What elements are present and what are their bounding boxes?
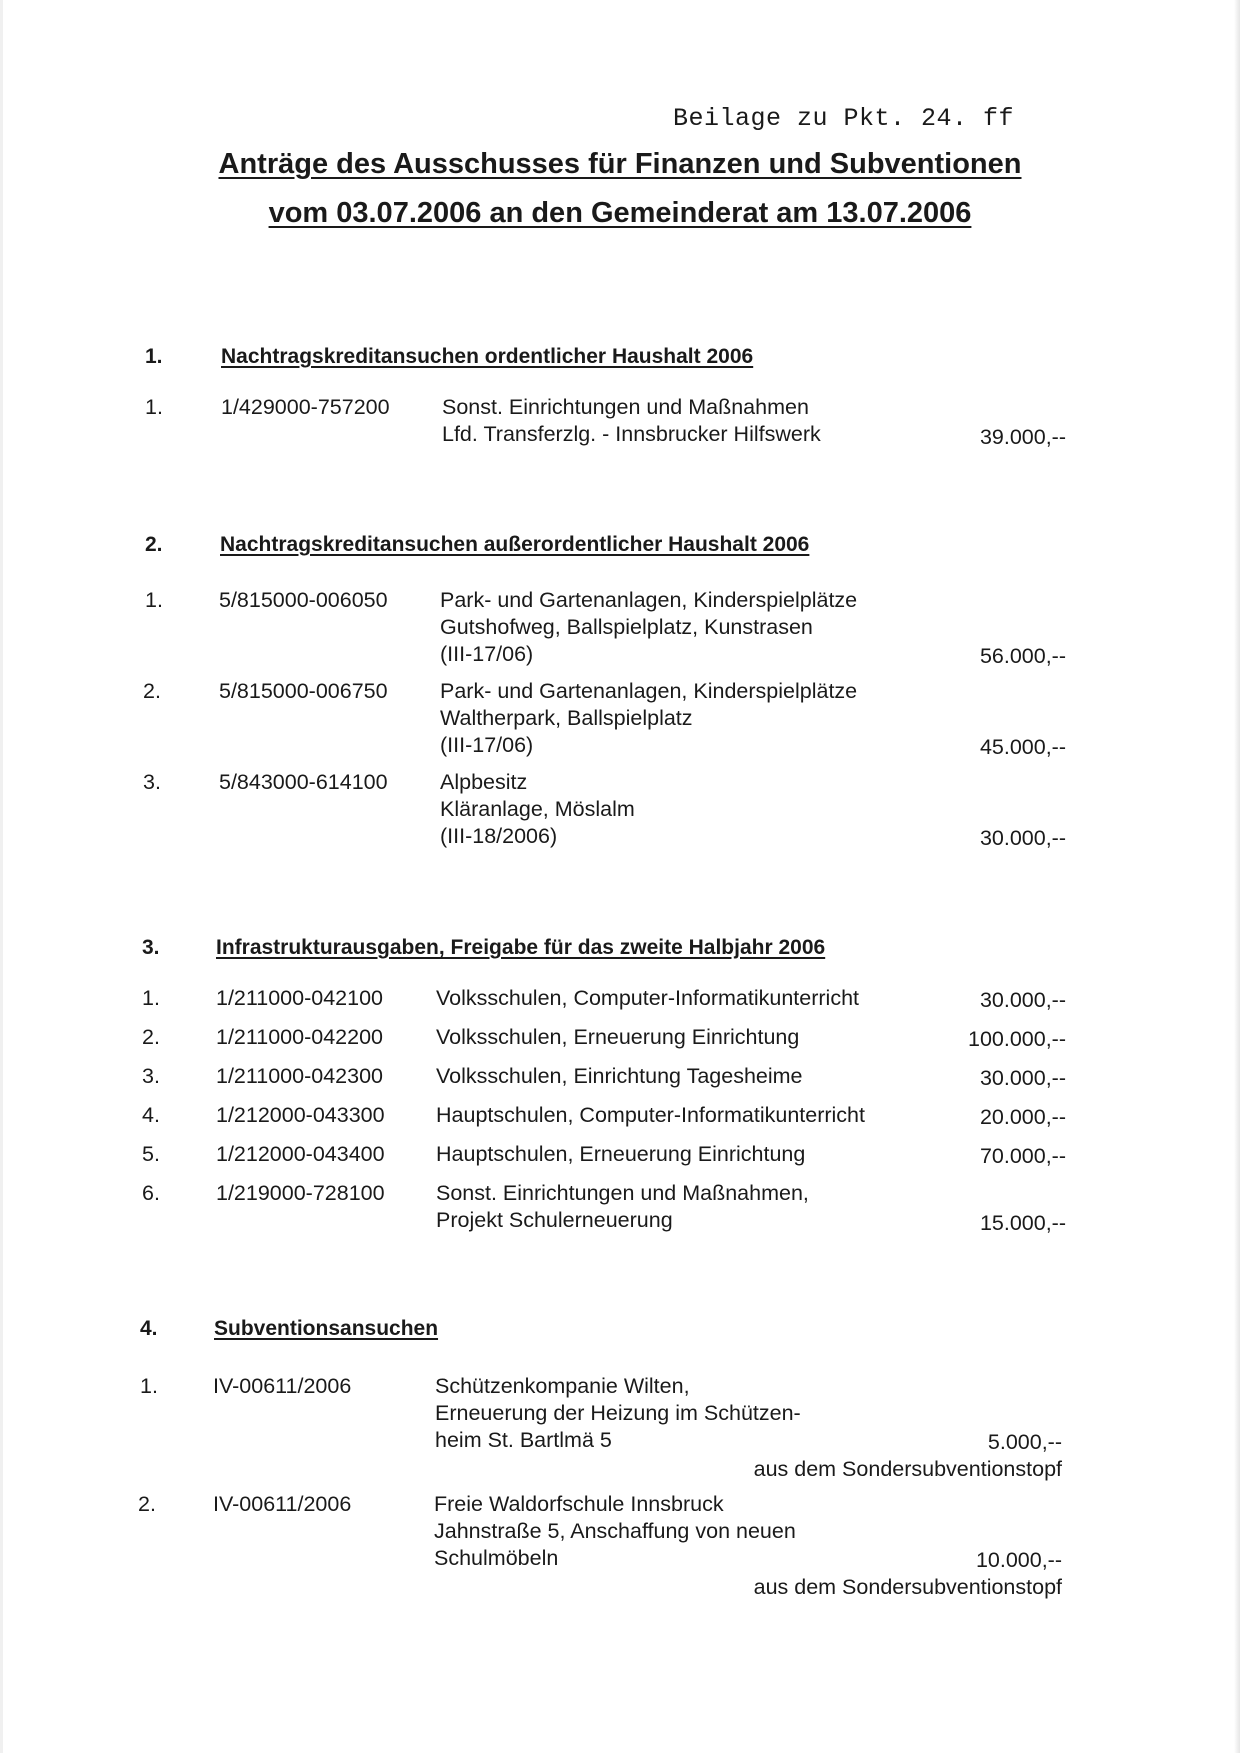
item-number: 1. — [145, 395, 163, 419]
account-number: 1/212000-043300 — [216, 1103, 385, 1127]
item-amount: 20.000,-- — [979, 1105, 1066, 1129]
item-number: 2. — [138, 1492, 156, 1516]
scan-edge-right — [1234, 0, 1240, 1753]
description-line: Volksschulen, Computer-Informatikunterricht — [436, 986, 860, 1010]
item-number: 5. — [142, 1142, 160, 1166]
item-description — [436, 1024, 799, 1051]
item-number: 1. — [145, 588, 163, 612]
item-description — [436, 1102, 865, 1129]
item-description — [434, 1491, 796, 1572]
description-line: Freie Waldorfschule Innsbruck — [434, 1492, 724, 1516]
item-amount: 100.000,-- — [967, 1027, 1066, 1051]
section-title: Infrastrukturausgaben, Freigabe für das zweite Halbjahr 2006 — [216, 936, 826, 959]
account-number: 1/219000-728100 — [216, 1181, 385, 1205]
description-line: (III-17/06) — [440, 733, 534, 757]
account-number: 5/843000-614100 — [219, 770, 388, 794]
item-amount: 30.000,-- — [979, 988, 1066, 1012]
item-description — [442, 394, 821, 448]
attachment-note: Beilage zu Pkt. 24. ff — [673, 104, 1015, 133]
item-number: 2. — [143, 679, 161, 703]
description-line: Park- und Gartenanlagen, Kinderspielplätze — [440, 679, 858, 703]
account-number: 1/429000-757200 — [221, 395, 390, 419]
account-number: 5/815000-006750 — [219, 679, 388, 703]
description-line: heim St. Bartlmä 5 — [435, 1428, 612, 1452]
document-subtitle: vom 03.07.2006 an den Gemeinderat am 13.07.2006 — [268, 197, 972, 229]
section-title: Subventionsansuchen — [214, 1317, 439, 1340]
item-description — [440, 587, 857, 668]
item-description — [435, 1373, 801, 1454]
description-line: Jahnstraße 5, Anschaffung von neuen — [434, 1519, 796, 1543]
description-line: Erneuerung der Heizung im Schützen- — [435, 1401, 801, 1425]
item-amount: 15.000,-- — [979, 1211, 1066, 1235]
item-number: 3. — [143, 770, 161, 794]
section-number: 1. — [145, 345, 163, 368]
item-description — [436, 985, 859, 1012]
description-line: Park- und Gartenanlagen, Kinderspielplätze — [440, 588, 858, 612]
item-amount: 70.000,-- — [979, 1144, 1066, 1168]
item-amount: 39.000,-- — [979, 425, 1066, 449]
description-line: Projekt Schulerneuerung — [436, 1208, 673, 1232]
description-line: Gutshofweg, Ballspielplatz, Kunstrasen — [440, 615, 813, 639]
item-amount: 10.000,-- — [975, 1548, 1062, 1572]
description-line: Kläranlage, Möslalm — [440, 797, 635, 821]
item-description — [440, 769, 635, 850]
description-line: Hauptschulen, Erneuerung Einrichtung — [436, 1142, 806, 1166]
item-number: 4. — [142, 1103, 160, 1127]
item-amount: 30.000,-- — [979, 1066, 1066, 1090]
account-number: 5/815000-006050 — [219, 588, 388, 612]
document-title: Anträge des Ausschusses für Finanzen und Subventionen — [218, 148, 1022, 180]
item-description — [436, 1141, 805, 1168]
funding-source: aus dem Sondersubventionstopf — [753, 1457, 1062, 1481]
account-number: 1/211000-042100 — [216, 986, 383, 1010]
item-amount: 5.000,-- — [987, 1430, 1062, 1454]
item-amount: 30.000,-- — [979, 826, 1066, 850]
account-number: IV-00611/2006 — [213, 1374, 352, 1398]
description-line: Hauptschulen, Computer-Informatikunterricht — [436, 1103, 865, 1127]
section-title: Nachtragskreditansuchen ordentlicher Haushalt 2006 — [221, 345, 754, 368]
item-amount: 56.000,-- — [979, 644, 1066, 668]
item-number: 3. — [142, 1064, 160, 1088]
item-amount: 45.000,-- — [979, 735, 1066, 759]
item-description — [440, 678, 857, 759]
item-number: 2. — [142, 1025, 160, 1049]
scan-edge-left — [0, 0, 3, 1753]
funding-source: aus dem Sondersubventionstopf — [753, 1575, 1062, 1599]
description-line: Sonst. Einrichtungen und Maßnahmen, — [436, 1181, 809, 1205]
account-number: 1/211000-042200 — [216, 1025, 383, 1049]
account-number: 1/211000-042300 — [216, 1064, 383, 1088]
item-description — [436, 1063, 803, 1090]
account-number: IV-00611/2006 — [213, 1492, 352, 1516]
section-title: Nachtragskreditansuchen außerordentlicher Haushalt 2006 — [220, 533, 810, 556]
item-number: 1. — [142, 986, 160, 1010]
description-line: Schulmöbeln — [434, 1546, 559, 1570]
description-line: Volksschulen, Einrichtung Tagesheime — [436, 1064, 803, 1088]
description-line: Schützenkompanie Wilten, — [435, 1374, 690, 1398]
description-line: Lfd. Transferzlg. - Innsbrucker Hilfswerk — [442, 422, 821, 446]
description-line: Sonst. Einrichtungen und Maßnahmen — [442, 395, 809, 419]
item-description — [436, 1180, 809, 1234]
item-number: 6. — [142, 1181, 160, 1205]
section-number: 4. — [140, 1317, 158, 1340]
description-line: Alpbesitz — [440, 770, 528, 794]
description-line: Volksschulen, Erneuerung Einrichtung — [436, 1025, 800, 1049]
description-line: Waltherpark, Ballspielplatz — [440, 706, 693, 730]
section-number: 2. — [145, 533, 163, 556]
item-number: 1. — [140, 1374, 158, 1398]
section-number: 3. — [142, 936, 160, 959]
description-line: (III-17/06) — [440, 642, 534, 666]
description-line: (III-18/2006) — [440, 824, 558, 848]
account-number: 1/212000-043400 — [216, 1142, 385, 1166]
